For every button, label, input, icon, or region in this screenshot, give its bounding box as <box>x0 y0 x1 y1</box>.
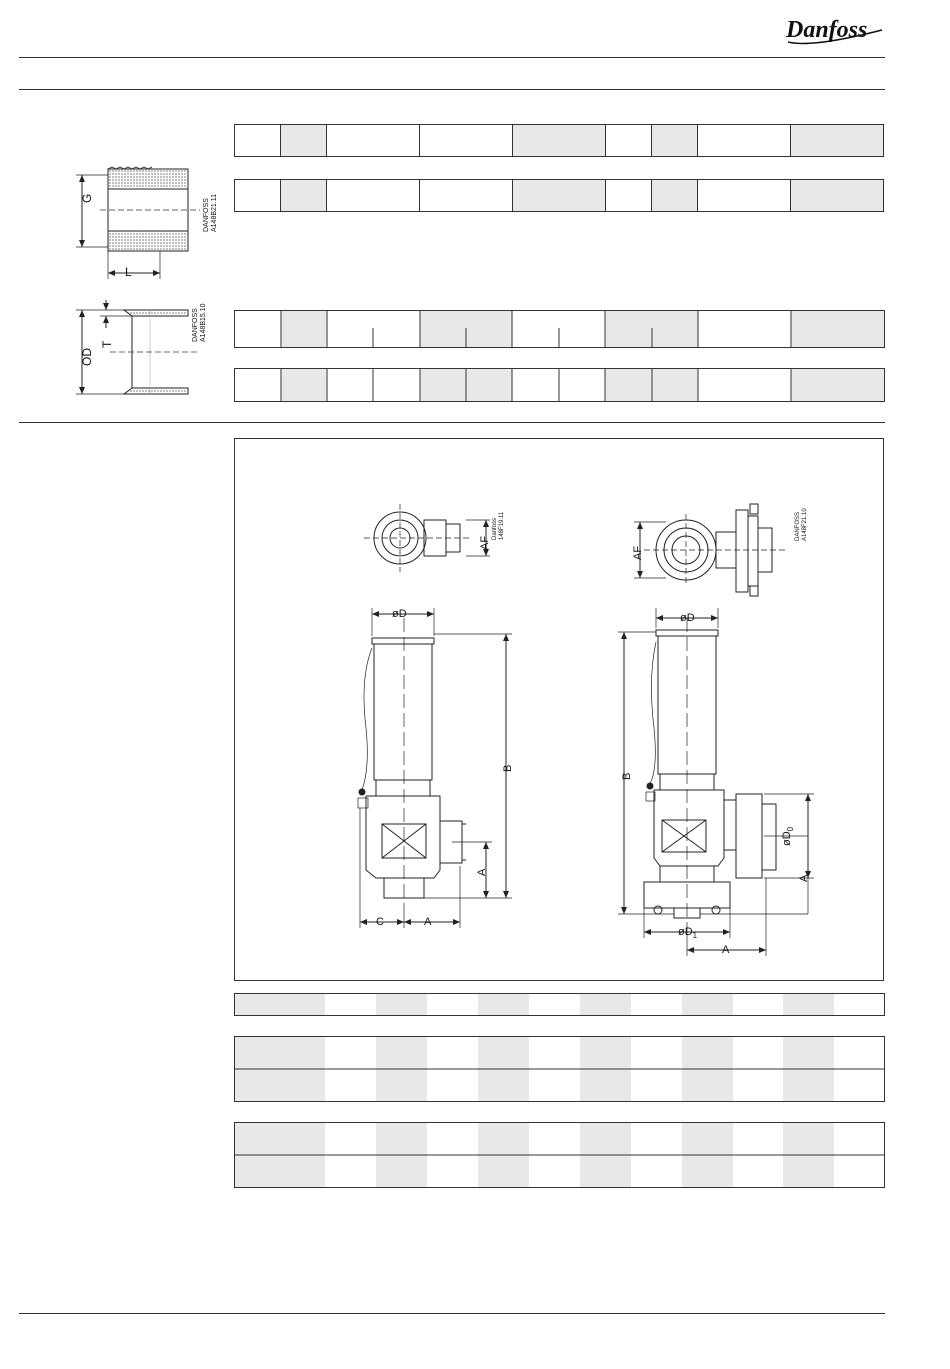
section-divider <box>19 422 885 423</box>
table-cell <box>513 125 606 157</box>
footer-rule <box>19 1313 885 1314</box>
table-cell <box>327 125 420 157</box>
right-valve-side-view <box>618 608 814 956</box>
table-cell <box>652 180 698 212</box>
table-cell <box>791 180 884 212</box>
table-cell <box>606 180 652 212</box>
right-valve-top-view <box>634 504 786 596</box>
weld-table-header <box>234 310 885 348</box>
thread-table-row <box>234 179 884 212</box>
dimension-t-label: T <box>100 340 114 348</box>
table-cell <box>420 125 513 157</box>
drawing-code-right-valve <box>795 481 809 541</box>
dimension-af-label-left: AF <box>479 535 491 550</box>
table-cell <box>235 125 281 157</box>
dimension-af-label-right: AF <box>632 545 644 560</box>
dimension-table-group-2 <box>234 1122 885 1188</box>
table-cell <box>281 125 327 157</box>
dimension-a-horizontal-left: A <box>424 916 432 928</box>
dimension-d1-label <box>678 926 697 940</box>
dimension-table-group-1 <box>234 1036 885 1102</box>
dimension-l-label: L <box>125 265 132 279</box>
dimension-d1-subscript: 1 <box>692 931 698 941</box>
table-cell <box>420 180 513 212</box>
dimension-d1-text: øD <box>678 926 693 938</box>
table-cell <box>698 125 791 157</box>
table-cell <box>652 125 698 157</box>
table-cell <box>235 180 281 212</box>
table-cell <box>281 180 327 212</box>
dimension-b-label-left: B <box>502 764 514 772</box>
left-valve-top-view <box>364 504 490 572</box>
dimension-a-horizontal-right: A <box>722 944 730 956</box>
dimension-c-label: C <box>376 916 384 928</box>
dimension-d0-subscript: 0 <box>786 826 796 832</box>
drawing-code-weld <box>192 262 208 342</box>
weld-table-row <box>234 368 885 402</box>
dimension-od-label: OD <box>80 348 94 366</box>
drawing-code-line: DANFOSS <box>192 308 199 342</box>
table-cell <box>513 180 606 212</box>
valve-dimension-drawings <box>234 438 884 981</box>
dimension-g-label: G <box>80 193 94 203</box>
header-rule-top <box>19 57 885 58</box>
dimension-d0-text: øD <box>781 831 793 846</box>
dimension-b-label-right: B <box>621 772 633 780</box>
drawing-code-line: A148F21.10 <box>802 508 808 541</box>
dimension-table-header <box>234 993 885 1016</box>
left-valve-side-view <box>358 608 512 928</box>
table-cell <box>698 180 791 212</box>
header-rule-bottom <box>19 89 885 90</box>
drawing-code-line: DANFOSS <box>203 198 210 232</box>
drawing-code-line: Danfoss <box>492 517 498 540</box>
drawing-code-thread <box>203 152 219 232</box>
dimension-d-label-right: øD <box>680 612 695 624</box>
drawing-code-line: A148B21.11 <box>211 193 218 232</box>
danfoss-logo <box>782 10 888 50</box>
logo-text: Danfoss <box>786 17 868 43</box>
dimension-d0-label <box>781 827 795 846</box>
drawing-code-line: A148B15.10 <box>200 303 207 342</box>
dimension-a-vertical-left: A <box>476 868 488 876</box>
drawing-code-line: DANFOSS <box>795 511 801 541</box>
thread-table-header <box>234 124 884 157</box>
table-cell <box>606 125 652 157</box>
drawing-code-left-valve <box>492 480 506 540</box>
dimension-d-label-left: øD <box>392 608 407 620</box>
dimension-a-vertical-right: A <box>798 874 810 882</box>
table-cell <box>327 180 420 212</box>
drawing-code-line: 148F19.11 <box>499 511 505 540</box>
table-cell <box>791 125 884 157</box>
